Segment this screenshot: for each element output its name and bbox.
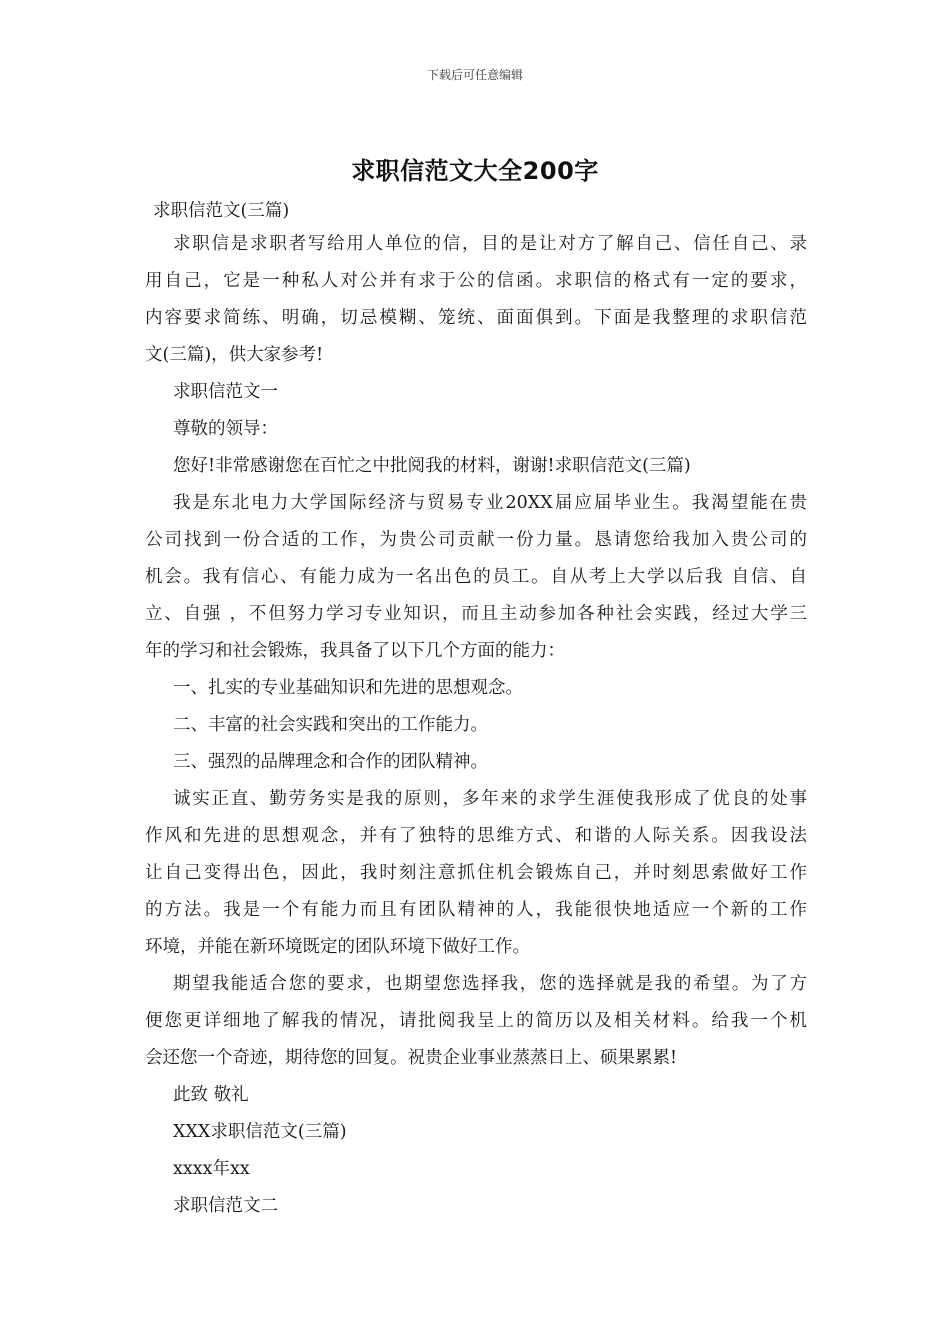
- paragraph-line: 诚实正直、勤劳务实是我的原则，多年来的求学生涯使我形成了优良的处事: [173, 789, 807, 809]
- signature: XXX求职信范文(三篇): [173, 1122, 347, 1142]
- paragraph-line: 文(三篇)，供大家参考!: [145, 345, 324, 365]
- list-item: 二、丰富的社会实践和突出的工作能力。: [173, 715, 488, 735]
- document-body: [145, 196, 807, 1225]
- document-title: 求职信范文大全200字: [351, 157, 599, 185]
- page-header-note: 下载后可任意编辑: [426, 68, 523, 82]
- paragraph-line: 期望我能适合您的要求，也期望您选择我，您的选择就是我的希望。为了方: [173, 974, 807, 994]
- closing: 此致 敬礼: [173, 1085, 249, 1105]
- paragraph-line: 求职信是求职者写给用人单位的信，目的是让对方了解自己、信任自己、录: [173, 234, 807, 254]
- paragraph-line: 让自己变得出色，因此，我时刻注意抓住机会锻炼自己，并时刻思索做好工作: [145, 863, 807, 883]
- section-heading: 求职信范文二: [173, 1196, 278, 1216]
- paragraph-line: 便您更详细地了解我的情况，请批阅我呈上的简历以及相关材料。给我一个机: [145, 1011, 807, 1031]
- date-line: xxxx年xx: [173, 1159, 250, 1179]
- salutation: 尊敬的领导：: [173, 419, 278, 439]
- paragraph-line: 年的学习和社会锻炼，我具备了以下几个方面的能力：: [145, 641, 565, 661]
- paragraph-line: 机会。我有信心、有能力成为一名出色的员工。自从考上大学以后我 自信、自: [145, 567, 807, 587]
- paragraph-line: 的方法。我是一个有能力而且有团队精神的人，我能很快地适应一个新的工作: [145, 900, 807, 920]
- paragraph-line: 内容要求简练、明确，切忌模糊、笼统、面面俱到。下面是我整理的求职信范: [145, 308, 807, 328]
- paragraph-line: 立、自强 ，不但努力学习专业知识，而且主动参加各种社会实践，经过大学三: [145, 604, 807, 624]
- section-heading: 求职信范文一: [173, 382, 278, 402]
- list-item: 三、强烈的品牌理念和合作的团队精神。: [173, 752, 488, 772]
- paragraph-line: 用自己，它是一种私人对公并有求于公的信函。求职信的格式有一定的要求，: [145, 271, 807, 291]
- paragraph-line: 公司找到一份合适的工作，为贵公司贡献一份力量。恳请您给我加入贵公司的: [145, 530, 807, 550]
- document-subtitle: 求职信范文(三篇): [153, 201, 290, 221]
- paragraph-line: 您好!非常感谢您在百忙之中批阅我的材料，谢谢!求职信范文(三篇): [173, 456, 691, 476]
- paragraph-line: 作风和先进的思想观念，并有了独特的思维方式、和谐的人际关系。因我设法: [145, 826, 807, 846]
- paragraph-line: 会还您一个奇迹，期待您的回复。祝贵企业事业蒸蒸日上、硕果累累!: [145, 1048, 678, 1068]
- paragraph-line: 环境，并能在新环境既定的团队环境下做好工作。: [145, 937, 530, 957]
- paragraph-line: 我是东北电力大学国际经济与贸易专业20XX届应届毕业生。我渴望能在贵: [173, 493, 807, 513]
- list-item: 一、扎实的专业基础知识和先进的思想观念。: [173, 678, 523, 698]
